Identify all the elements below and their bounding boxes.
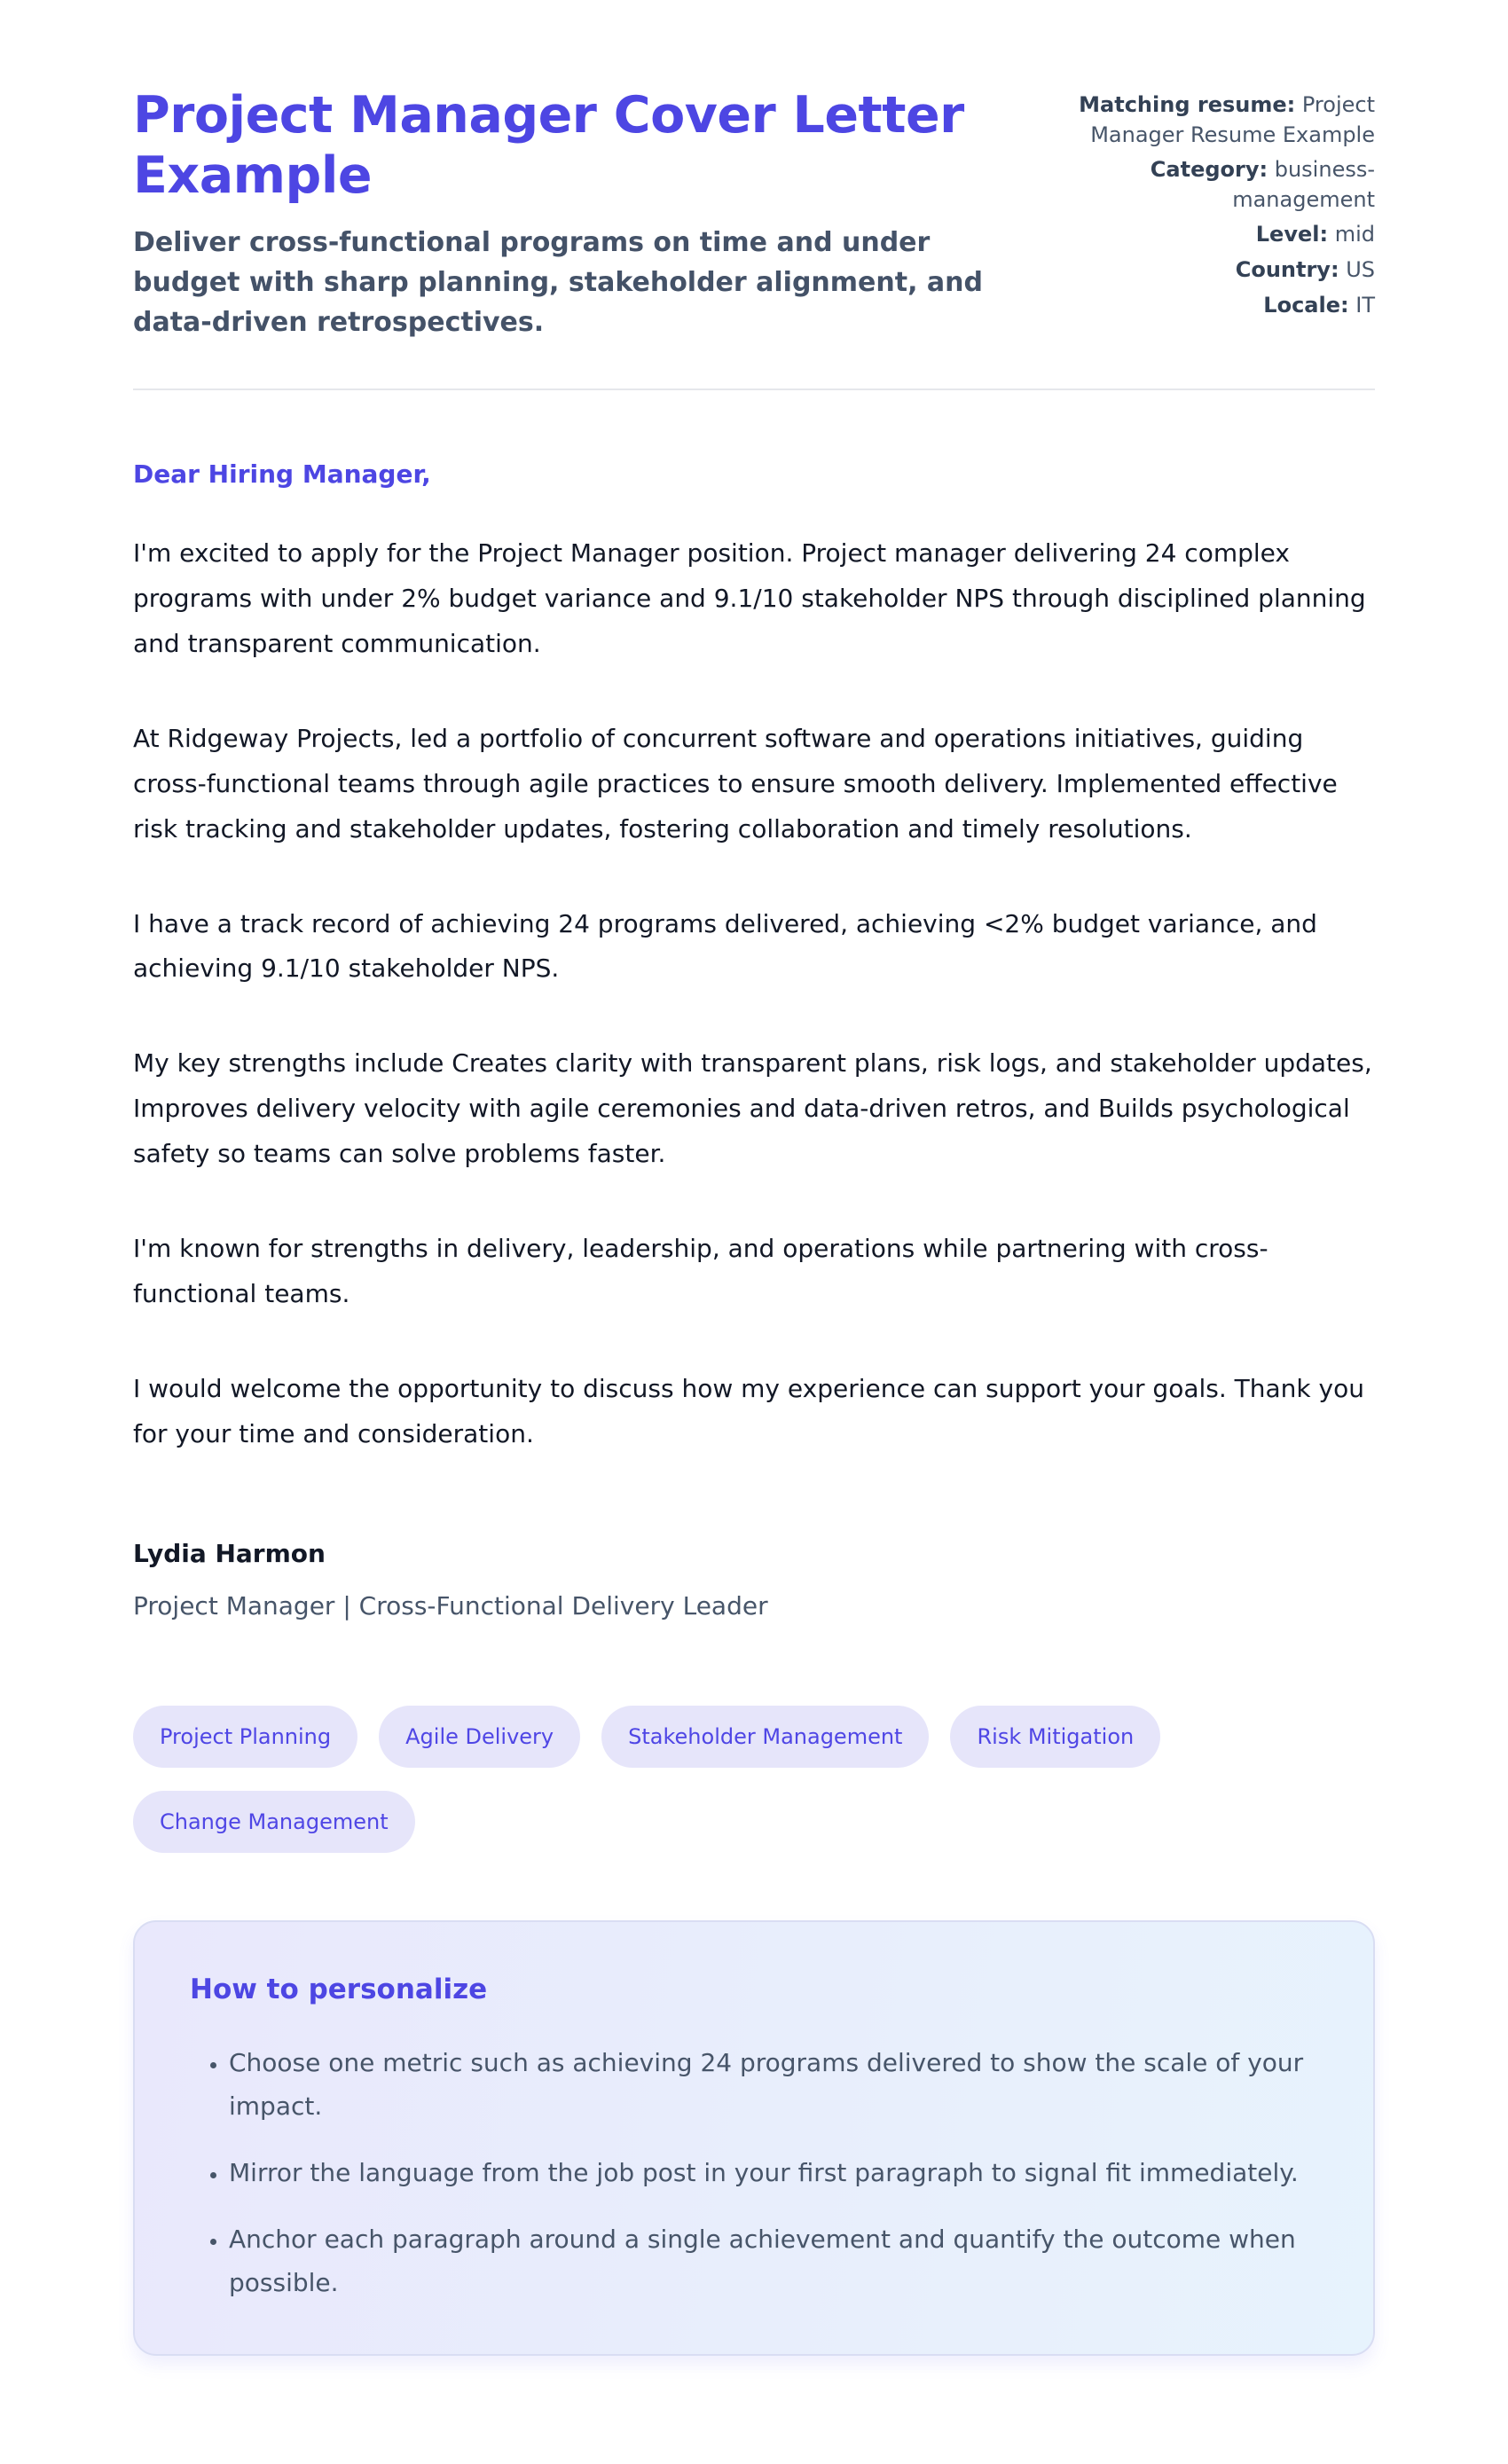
tip-item: • Choose one metric such as achieving 24 programs delivered to show the scale of your impact. bbox=[229, 2041, 1318, 2128]
signature-name: Lydia Harmon bbox=[133, 1539, 326, 1569]
meta-value[interactable]: business-management bbox=[1232, 157, 1375, 212]
meta-label: Category: bbox=[1150, 157, 1268, 183]
letter-paragraph: My key strengths include Creates clarity with transparent plans, risk logs, and stakeholder updates, Improves delivery velocity with agile ceremonies and data-driven retros, and Builds psychological safety so teams can solve problems faster. bbox=[133, 1048, 1372, 1169]
tip-box-heading: How to personalize bbox=[190, 1974, 488, 2006]
skill-tag[interactable]: Stakeholder Management bbox=[601, 1706, 929, 1768]
tip-list bbox=[190, 2041, 1318, 2304]
salutation: Dear Hiring Manager, bbox=[133, 459, 431, 489]
letter-paragraph: I have a track record of achieving 24 programs delivered, achieving <2% budget variance, and achieving 9.1/10 stakeholder NPS. bbox=[133, 908, 1317, 984]
meta-row bbox=[1056, 291, 1375, 321]
signature-role: Project Manager | Cross-Functional Delivery Leader bbox=[133, 1591, 768, 1621]
skill-tags bbox=[133, 1706, 1375, 1853]
letter-paragraph: I'm known for strengths in delivery, leadership, and operations while partnering with cross-functional teams. bbox=[133, 1234, 1268, 1309]
tip-item: • Mirror the language from the job post in your first paragraph to signal fit immediately. bbox=[229, 2151, 1318, 2194]
letter-paragraphs bbox=[133, 531, 1375, 1457]
meta-label: Locale: bbox=[1263, 292, 1349, 318]
meta-row bbox=[1056, 90, 1375, 150]
letter-paragraph: At Ridgeway Projects, led a portfolio of concurrent software and operations initiatives, guiding cross-functional teams through agile practices to ensure smooth delivery. Implemented effective risk tracking and stakeholder updates, fostering collaboration and timely resolutions. bbox=[133, 723, 1338, 844]
meta-value[interactable]: mid bbox=[1334, 222, 1375, 247]
meta-value[interactable]: Project Manager Resume Example bbox=[1090, 92, 1375, 147]
resume-meta-panel bbox=[1056, 85, 1375, 326]
meta-label: Matching resume: bbox=[1079, 92, 1296, 117]
letter-body bbox=[133, 459, 1375, 2356]
header-text-block bbox=[133, 85, 1056, 342]
skill-tag[interactable]: Change Management bbox=[133, 1791, 415, 1853]
header bbox=[133, 85, 1375, 342]
letter-paragraph: I would welcome the opportunity to discuss how my experience can support your goals. Thank you for your time and consideration. bbox=[133, 1374, 1364, 1449]
meta-value[interactable]: IT bbox=[1355, 292, 1375, 318]
meta-row bbox=[1056, 155, 1375, 215]
personalize-tip-box bbox=[133, 1920, 1375, 2356]
page-title: Project Manager Cover Letter Example bbox=[133, 86, 964, 206]
page-subtitle: Deliver cross-functional programs on time and under budget with sharp planning, stakeholder alignment, and data-driven retrospectives. bbox=[133, 226, 984, 338]
skill-tag[interactable]: Agile Delivery bbox=[379, 1706, 580, 1768]
meta-label: Level: bbox=[1255, 222, 1329, 247]
skill-tag[interactable]: Risk Mitigation bbox=[950, 1706, 1160, 1768]
header-divider bbox=[133, 388, 1375, 390]
tip-item: • Anchor each paragraph around a single achievement and quantify the outcome when possible. bbox=[229, 2217, 1318, 2304]
meta-value[interactable]: US bbox=[1346, 256, 1375, 282]
letter-paragraph: I'm excited to apply for the Project Manager position. Project manager delivering 24 complex programs with under 2% budget variance and 9.1/10 stakeholder NPS through disciplined planning and transparent communication. bbox=[133, 538, 1366, 658]
meta-row bbox=[1056, 220, 1375, 250]
meta-label: Country: bbox=[1235, 256, 1339, 282]
skill-tag[interactable]: Project Planning bbox=[133, 1706, 357, 1768]
meta-row bbox=[1056, 255, 1375, 286]
